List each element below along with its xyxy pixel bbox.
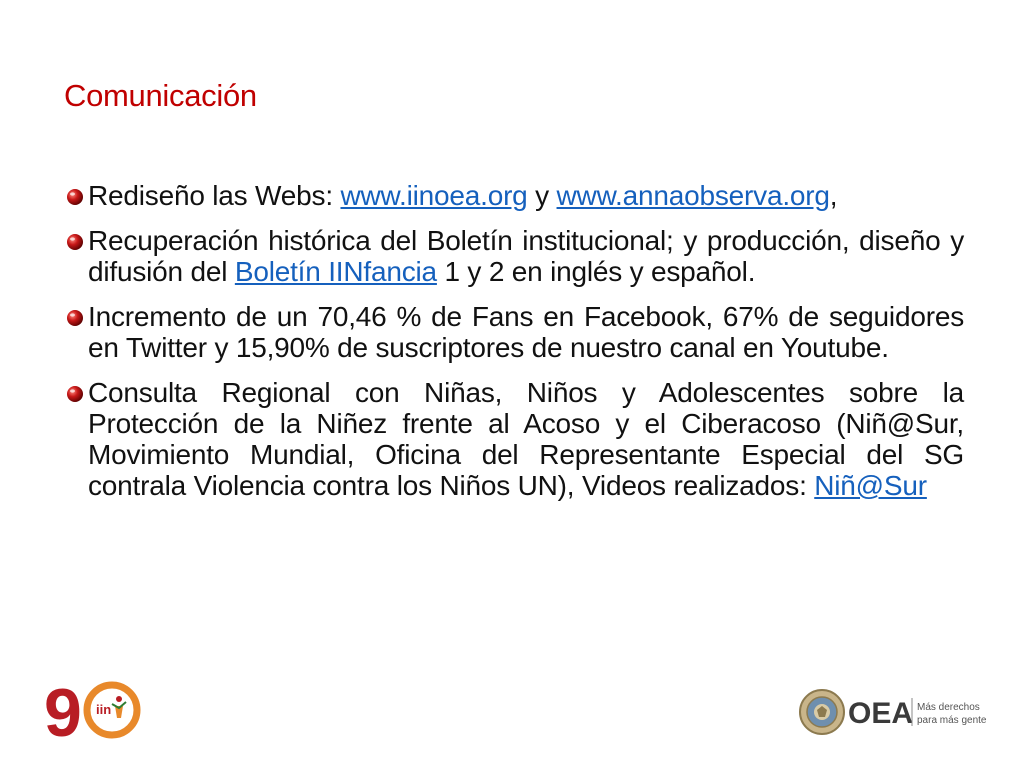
link-ninasur[interactable]: Niñ@Sur (814, 470, 927, 501)
slide-title: Comunicación (64, 78, 257, 113)
bullet-sphere-icon (66, 188, 84, 206)
bullet-item-consulta (66, 377, 964, 501)
bullet-text: Rediseño las Webs: (88, 180, 341, 211)
bullet-sphere-icon (66, 233, 84, 251)
bullet-text: 1 y 2 en inglés y español. (436, 256, 756, 287)
link-iinoea[interactable]: www.iinoea.org (340, 180, 528, 211)
bullet-text: Incremento de un 70,46 % de Fans en Facebook, 67% de seguidores en Twitter y 15,90% de suscriptores de nuestro canal en Youtube. (88, 301, 964, 363)
oea-tagline-line1: Más derechos (917, 702, 980, 713)
iin-figure-arms (112, 702, 126, 708)
bullet-text: , (829, 180, 838, 211)
iin-90-nine: 9 (44, 675, 82, 751)
bullet-item-webs (66, 180, 964, 211)
iin-label: iin (96, 702, 112, 717)
bullet-text: Recuperación histórica del Boletín institucional; y producción, diseño y difusión del (88, 225, 964, 287)
link-boletin-iinfancia[interactable]: Boletín IINfancia (234, 256, 437, 287)
bullet-sphere-icon (66, 309, 84, 327)
bullet-list (66, 180, 964, 515)
bullet-text: Consulta Regional con Niñas, Niños y Adolescentes sobre la Protección de la Niñez frente al Acoso y el Ciberacoso (Niñ@Sur, Movimiento Mundial, Oficina del Representante Especial del SG contrala Violencia contra los Niños UN), Videos realizados: (88, 377, 964, 501)
oea-tagline-line2: para más gente (917, 715, 987, 726)
oea-seal-icon (800, 690, 844, 734)
bullet-text: y (527, 180, 557, 211)
bullet-item-boletin (66, 225, 964, 287)
iin-figure-head (116, 696, 122, 702)
iin-90-zero-ring (87, 685, 137, 735)
bullet-sphere-icon (66, 385, 84, 403)
link-annaobserva[interactable]: www.annaobserva.org (556, 180, 830, 211)
oea-logo (798, 686, 987, 738)
iin-90-logo (44, 675, 140, 751)
oea-acronym: OEA (848, 697, 914, 730)
bullet-item-redes (66, 301, 964, 363)
